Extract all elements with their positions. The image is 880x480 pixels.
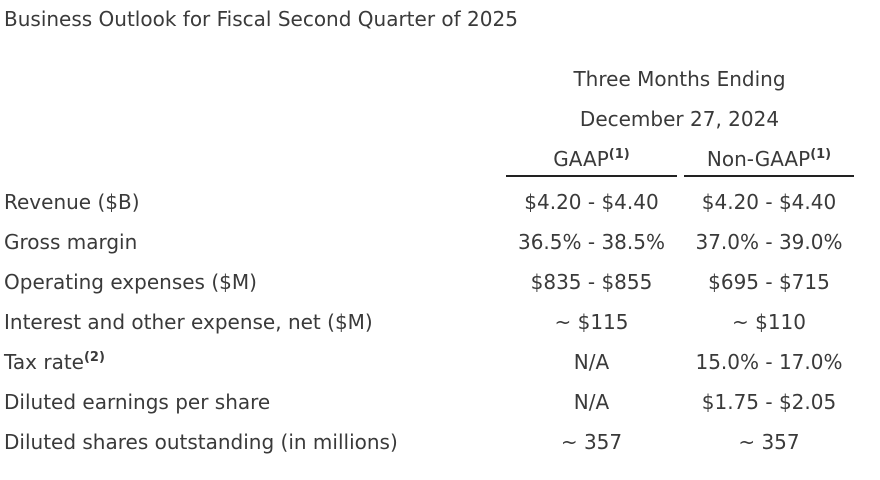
- non-gaap-value: ~ 357: [738, 430, 800, 454]
- column-header-non-gaap: [684, 147, 854, 177]
- gaap-value: $4.20 - $4.40: [524, 190, 659, 214]
- table-row: [0, 222, 880, 262]
- period-heading-line2: December 27, 2024: [579, 107, 780, 131]
- non-gaap-value: $695 - $715: [708, 270, 830, 294]
- gaap-value: ~ 357: [560, 430, 623, 454]
- non-gaap-value: ~ $110: [731, 310, 806, 334]
- footnote-marker: (1): [608, 147, 630, 162]
- gaap-value: $835 - $855: [530, 270, 653, 294]
- row-label: Interest and other expense, net ($M): [4, 310, 373, 334]
- column-header-non-gaap-label: Non-GAAP: [706, 147, 811, 171]
- table-row: [0, 302, 880, 342]
- gaap-value: ~ $115: [554, 310, 629, 334]
- gaap-value: N/A: [573, 350, 610, 374]
- row-label: Revenue ($B): [4, 190, 140, 214]
- table-row: [0, 262, 880, 302]
- table-row: [0, 422, 880, 462]
- non-gaap-value: 37.0% - 39.0%: [695, 230, 843, 254]
- column-header-gaap: [506, 147, 677, 177]
- page-title: Business Outlook for Fiscal Second Quarter of 2025: [4, 7, 518, 31]
- table-row: [0, 382, 880, 422]
- row-label: Tax rate$^{(2)}$: [4, 350, 105, 374]
- row-label: Diluted shares outstanding (in millions): [4, 430, 398, 454]
- gaap-value: 36.5% - 38.5%: [517, 230, 665, 254]
- non-gaap-value: $4.20 - $4.40: [701, 190, 837, 214]
- period-heading-line1: Three Months Ending: [573, 67, 786, 91]
- row-label: Diluted earnings per share: [4, 390, 271, 414]
- table-row: [0, 342, 880, 382]
- gaap-value: N/A: [573, 390, 610, 414]
- footnote-marker: (2): [83, 350, 105, 365]
- footnote-marker: (1): [810, 147, 832, 162]
- non-gaap-value: 15.0% - 17.0%: [695, 350, 843, 374]
- column-header-gaap-label: GAAP: [553, 147, 609, 171]
- non-gaap-value: $1.75 - $2.05: [701, 390, 837, 414]
- row-label: Operating expenses ($M): [4, 270, 257, 294]
- row-label: Gross margin: [4, 230, 138, 254]
- table-row: [0, 182, 880, 222]
